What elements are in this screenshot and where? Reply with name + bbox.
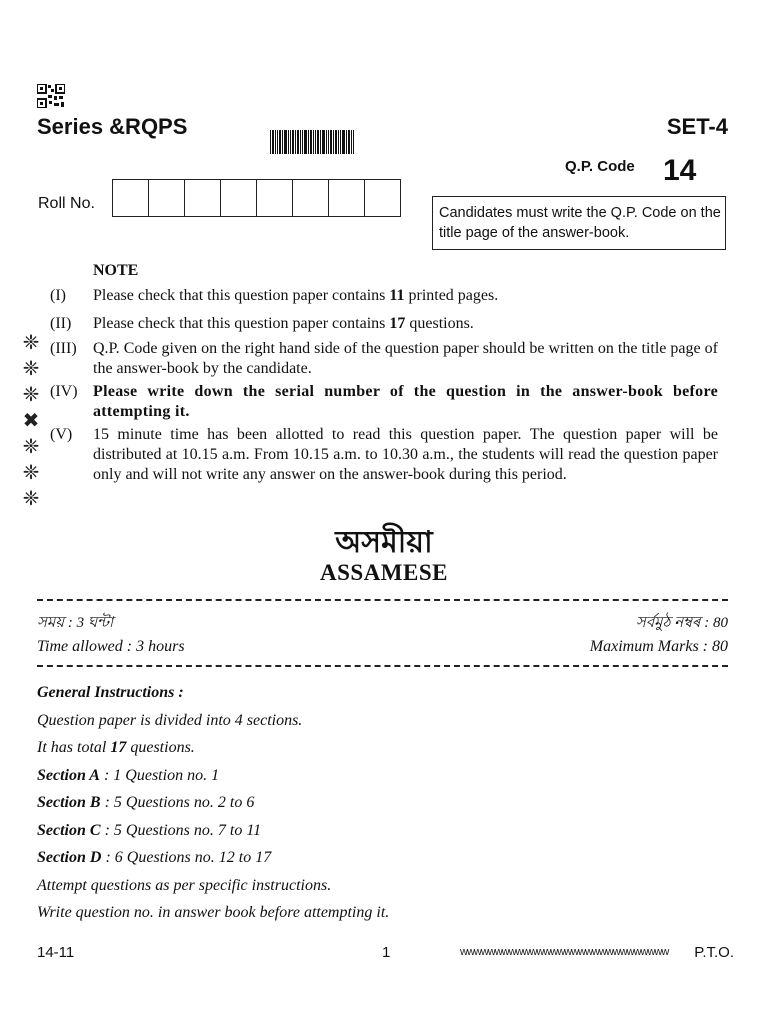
note-text: 15 minute time has been allotted to read this question paper. The question paper will be distributed at 10.15 a.m. From 10.15 a.m. to 10.30 a.m., the students will read the question paper only and will not write any answer on the answer-book during this period.	[93, 426, 718, 483]
roll-digit-box[interactable]	[364, 179, 401, 217]
roll-number-boxes	[112, 179, 401, 217]
asterisk-icon: ❈	[22, 488, 40, 510]
note-item	[50, 286, 718, 314]
asterisk-icon: ❈	[22, 384, 40, 406]
section-line: Section C : 5 Questions no. 7 to 11	[37, 821, 262, 839]
note-number: (II)	[50, 315, 72, 332]
section-line: Section D : 6 Questions no. 12 to 17	[37, 849, 272, 866]
maximum-marks: Maximum Marks : 80	[589, 638, 728, 655]
note-number: (IV)	[50, 383, 78, 400]
note-list	[50, 286, 718, 485]
instruction-line: It has total 17 questions.	[37, 739, 195, 756]
side-markers	[18, 330, 44, 512]
instruction-line: Question paper is divided into 4 sections.	[37, 711, 303, 729]
note-text: Please check that this question paper contains 11 printed pages.	[93, 287, 499, 304]
note-number: (V)	[50, 426, 73, 443]
note-text: Please check that this question paper contains 17 questions.	[93, 315, 474, 332]
instruction-line: Write question no. in answer book before attempting it.	[37, 904, 390, 921]
qp-code-value: 14	[663, 154, 697, 187]
note-text: Please write down the serial number of the question in the answer-book before attempting it.	[93, 383, 718, 420]
series-label: Series &RQPS	[37, 114, 188, 139]
roll-digit-box[interactable]	[220, 179, 257, 217]
footer-wave: wwwwwwwwwwwwwwwwwwwwwwwwwwwwww	[460, 946, 669, 958]
asterisk-icon: ❈	[22, 358, 40, 380]
time-allowed: Time allowed : 3 hours	[37, 638, 185, 655]
asterisk-icon: ❈	[22, 462, 40, 484]
roll-digit-box[interactable]	[328, 179, 365, 217]
divider	[37, 599, 728, 601]
roll-digit-box[interactable]	[148, 179, 185, 217]
marks-assamese: সৰ্বমুঠ নম্বৰ : 80	[635, 615, 728, 631]
roll-digit-box[interactable]	[184, 179, 221, 217]
roll-digit-box[interactable]	[112, 179, 149, 217]
note-number: (III)	[50, 340, 77, 357]
roll-digit-box[interactable]	[292, 179, 329, 217]
subject-assamese: অসমীয়া	[335, 526, 433, 559]
note-item	[50, 339, 718, 382]
subject-english: ASSAMESE	[320, 560, 448, 585]
note-number: (I)	[50, 287, 66, 304]
note-item	[50, 314, 718, 339]
barcode-icon	[270, 130, 354, 154]
qp-code-label: Q.P. Code	[565, 158, 635, 175]
instruction-line: Attempt questions as per specific instructions.	[37, 876, 332, 894]
note-item	[50, 382, 718, 425]
scissors-cross-icon: ✖	[22, 410, 40, 432]
general-instructions	[37, 682, 737, 930]
section-line: Section A : 1 Question no. 1	[37, 766, 220, 784]
note-item	[50, 425, 718, 485]
roll-digit-box[interactable]	[256, 179, 293, 217]
footer-code: 14-11	[37, 944, 75, 961]
qr-code-icon	[37, 84, 65, 108]
asterisk-icon: ❈	[22, 332, 40, 354]
page-number: 1	[382, 944, 391, 961]
asterisk-icon: ❈	[22, 436, 40, 458]
candidate-instruction-box: Candidates must write the Q.P. Code on the title page of the answer-book.	[432, 196, 726, 250]
pto-label: P.T.O.	[694, 944, 734, 961]
note-text: Q.P. Code given on the right hand side of the question paper should be written on the title page of the answer-book by the candidate.	[93, 340, 718, 377]
section-line: Section B : 5 Questions no. 2 to 6	[37, 794, 255, 811]
divider	[37, 665, 728, 667]
time-assamese: সময় : 3 ঘন্টা	[37, 615, 114, 631]
note-title: NOTE	[93, 262, 139, 279]
set-label: SET-4	[666, 114, 728, 139]
roll-number-label: Roll No.	[38, 195, 95, 212]
instructions-title: General Instructions :	[37, 684, 184, 701]
